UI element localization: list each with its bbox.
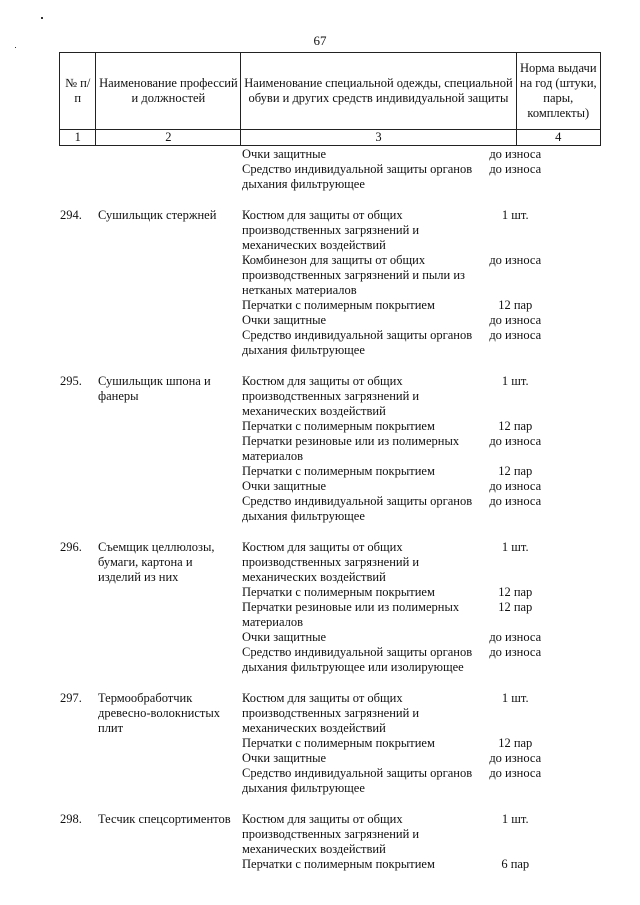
list-item bbox=[242, 766, 554, 796]
table-row bbox=[0, 540, 640, 675]
equipment-name: Костюм для защиты от общих производственных загрязнений и механических воздействий bbox=[242, 374, 420, 418]
issue-norm: до износа bbox=[489, 766, 542, 780]
issue-norm: до износа bbox=[489, 434, 542, 448]
equipment-list bbox=[242, 812, 554, 872]
profession-name: Сушильщик стержней bbox=[98, 208, 217, 222]
page-number: 67 bbox=[313, 33, 327, 48]
profession-name: Тесчик спецсортиментов bbox=[98, 812, 231, 826]
profession-name: Сушильщик шпона и фанеры bbox=[98, 374, 211, 403]
list-item bbox=[242, 253, 554, 298]
equipment-list bbox=[242, 374, 554, 524]
header-number: № п/п bbox=[60, 53, 96, 130]
issue-norm: 12 пар bbox=[498, 736, 533, 750]
equipment-name: Очки защитные bbox=[242, 147, 327, 161]
issue-norm: до износа bbox=[489, 147, 542, 161]
profession-name: Съемщик целлюлозы, бумаги, картона и изделий из них bbox=[98, 540, 215, 584]
issue-norm: 1 шт. bbox=[501, 208, 529, 222]
issue-norm: до износа bbox=[489, 479, 542, 493]
equipment-name: Очки защитные bbox=[242, 751, 327, 765]
equipment-name: Перчатки с полимерным покрытием bbox=[242, 419, 435, 433]
issue-norm: до износа bbox=[489, 253, 542, 267]
issue-norm: 12 пар bbox=[498, 585, 533, 599]
table-row bbox=[0, 812, 640, 872]
list-item bbox=[242, 208, 554, 253]
table-row bbox=[0, 374, 640, 524]
issue-norm: 1 шт. bbox=[501, 374, 529, 388]
list-item bbox=[242, 812, 554, 857]
issue-norm: 1 шт. bbox=[501, 812, 529, 826]
list-item bbox=[242, 162, 554, 192]
equipment-name: Комбинезон для защиты от общих производственных загрязнений и пыли из нетканых материалов bbox=[242, 253, 465, 297]
profession-name: Термообработчик древесно-волокнистых плит bbox=[98, 691, 220, 735]
equipment-name: Перчатки с полимерным покрытием bbox=[242, 464, 435, 478]
equipment-name: Средство индивидуальной защиты органов дыхания фильтрующее bbox=[242, 162, 473, 191]
issue-norm: 1 шт. bbox=[501, 540, 529, 554]
list-item bbox=[242, 328, 554, 358]
equipment-name: Перчатки резиновые или из полимерных материалов bbox=[242, 600, 460, 629]
equipment-list bbox=[242, 540, 554, 675]
header-norm: Норма выдачи на год (штуки, пары, комплекты) bbox=[516, 53, 600, 130]
list-item bbox=[242, 494, 554, 524]
row-number: 297. bbox=[60, 691, 82, 705]
issue-norm: 6 пар bbox=[501, 857, 530, 871]
equipment-name: Перчатки с полимерным покрытием bbox=[242, 585, 435, 599]
list-item bbox=[242, 298, 554, 313]
equipment-name: Средство индивидуальной защиты органов дыхания фильтрующее bbox=[242, 494, 473, 523]
row-number: 295. bbox=[60, 374, 82, 388]
issue-norm: до износа bbox=[489, 328, 542, 342]
profession-name bbox=[98, 147, 242, 192]
equipment-name: Средство индивидуальной защиты органов дыхания фильтрующее bbox=[242, 766, 473, 795]
issue-norm: 12 пар bbox=[498, 600, 533, 614]
equipment-name: Перчатки с полимерным покрытием bbox=[242, 857, 435, 871]
equipment-name: Костюм для защиты от общих производственных загрязнений и механических воздействий bbox=[242, 540, 420, 584]
list-item bbox=[242, 374, 554, 419]
row-number bbox=[60, 147, 98, 192]
equipment-name: Костюм для защиты от общих производственных загрязнений и механических воздействий bbox=[242, 691, 420, 735]
list-item bbox=[242, 479, 554, 494]
row-number: 294. bbox=[60, 208, 82, 222]
list-item bbox=[242, 691, 554, 736]
equipment-name: Перчатки с полимерным покрытием bbox=[242, 736, 435, 750]
issue-norm: до износа bbox=[489, 162, 542, 176]
equipment-name: Перчатки резиновые или из полимерных материалов bbox=[242, 434, 460, 463]
equipment-name: Средство индивидуальной защиты органов дыхания фильтрующее или изолирующее bbox=[242, 645, 473, 674]
equipment-name: Костюм для защиты от общих производственных загрязнений и механических воздействий bbox=[242, 208, 420, 252]
list-item bbox=[242, 585, 554, 600]
column-index-2: 2 bbox=[96, 130, 241, 146]
issue-norm: до износа bbox=[489, 645, 542, 659]
table-row bbox=[0, 691, 640, 796]
table-body bbox=[0, 147, 640, 872]
list-item bbox=[242, 540, 554, 585]
equipment-name: Перчатки с полимерным покрытием bbox=[242, 298, 435, 312]
equipment-name: Средство индивидуальной защиты органов дыхания фильтрующее bbox=[242, 328, 473, 357]
list-item bbox=[242, 464, 554, 479]
issue-norm: до износа bbox=[489, 630, 542, 644]
header-profession: Наименование профессий и должностей bbox=[96, 53, 241, 130]
issue-norm: до износа bbox=[489, 494, 542, 508]
equipment-name: Очки защитные bbox=[242, 313, 327, 327]
issue-norm: до износа bbox=[489, 313, 542, 327]
list-item bbox=[242, 630, 554, 645]
list-item bbox=[242, 313, 554, 328]
issue-norm: 12 пар bbox=[498, 419, 533, 433]
table-header bbox=[59, 52, 601, 146]
list-item bbox=[242, 600, 554, 630]
issue-norm: 12 пар bbox=[498, 298, 533, 312]
table-row bbox=[0, 208, 640, 358]
list-item bbox=[242, 736, 554, 751]
list-item bbox=[242, 857, 554, 872]
equipment-name: Очки защитные bbox=[242, 630, 327, 644]
list-item bbox=[242, 434, 554, 464]
list-item bbox=[242, 419, 554, 434]
scan-speck bbox=[41, 17, 43, 19]
column-index-3: 3 bbox=[241, 130, 516, 146]
table-row bbox=[0, 147, 640, 192]
equipment-name: Очки защитные bbox=[242, 479, 327, 493]
issue-norm: 1 шт. bbox=[501, 691, 529, 705]
issue-norm: до износа bbox=[489, 751, 542, 765]
list-item bbox=[242, 645, 554, 675]
list-item bbox=[242, 147, 554, 162]
equipment-list bbox=[242, 691, 554, 796]
row-number: 296. bbox=[60, 540, 82, 554]
column-index-4: 4 bbox=[516, 130, 600, 146]
equipment-list bbox=[242, 208, 554, 358]
header-equipment: Наименование специальной одежды, специальной обуви и других средств индивидуальной защиты bbox=[241, 53, 516, 130]
issue-norm: 12 пар bbox=[498, 464, 533, 478]
equipment-name: Костюм для защиты от общих производственных загрязнений и механических воздействий bbox=[242, 812, 420, 856]
list-item bbox=[242, 751, 554, 766]
equipment-list bbox=[242, 147, 554, 192]
row-number: 298. bbox=[60, 812, 82, 826]
column-index-1: 1 bbox=[60, 130, 96, 146]
